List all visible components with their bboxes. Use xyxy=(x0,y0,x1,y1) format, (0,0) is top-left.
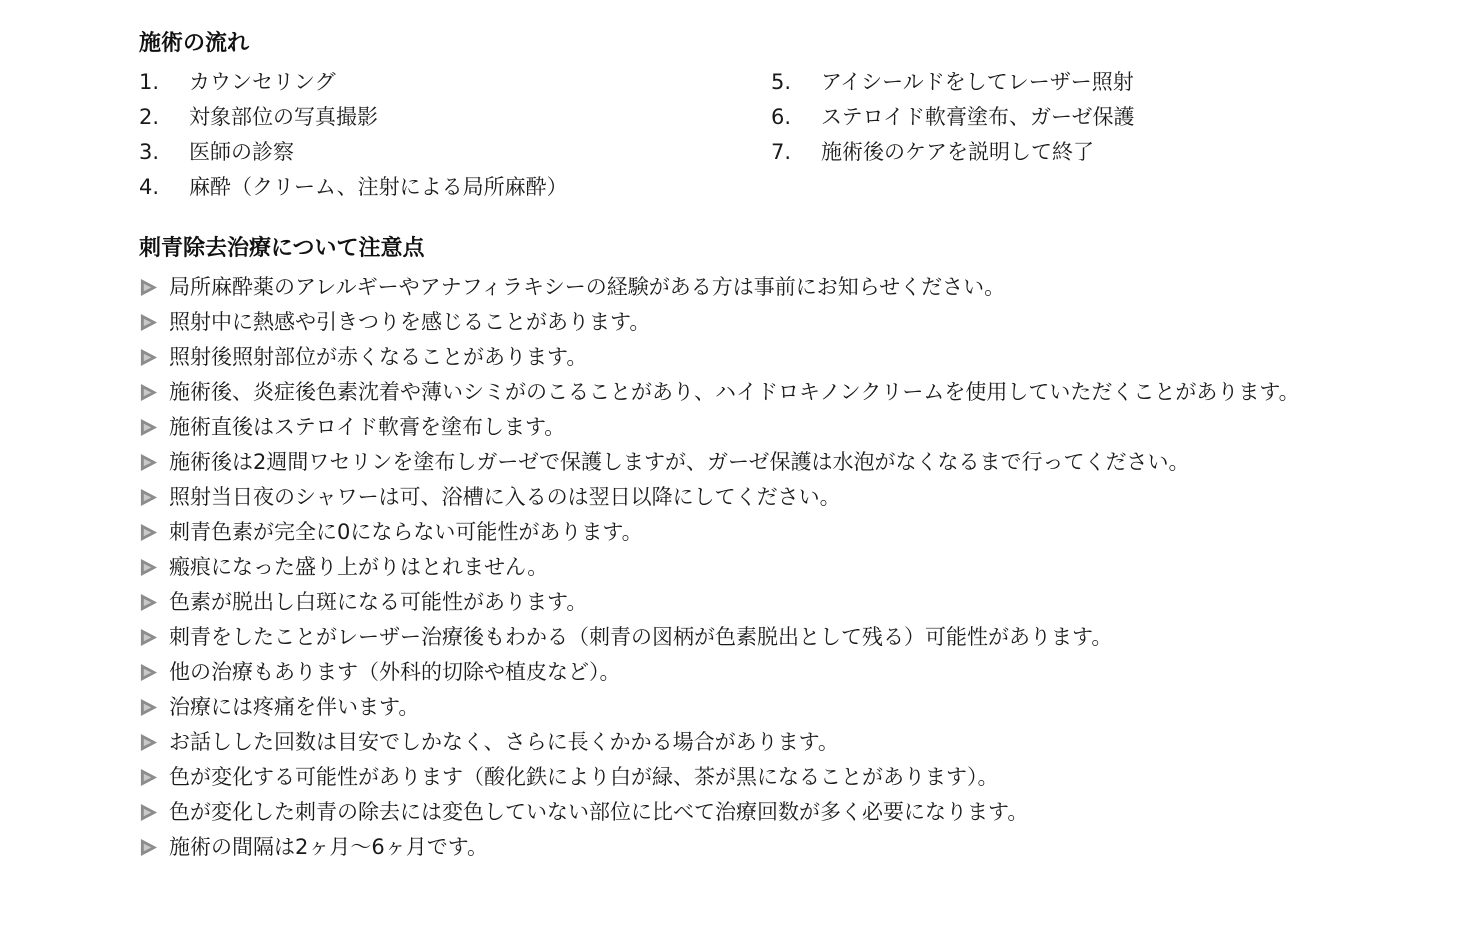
triangle-right-icon xyxy=(139,348,158,367)
flow-step-text: 施術後のケアを説明して終了 xyxy=(821,140,1094,164)
triangle-right-icon xyxy=(139,558,158,577)
note-item xyxy=(139,305,1354,340)
triangle-right-icon xyxy=(139,453,158,472)
note-item xyxy=(139,410,1354,445)
note-text: 照射中に熱感や引きつりを感じることがあります。 xyxy=(169,310,651,334)
flow-steps-right xyxy=(771,65,1135,170)
flow-step-text: アイシールドをしてレーザー照射 xyxy=(821,70,1134,94)
note-text: 照射後照射部位が赤くなることがあります。 xyxy=(169,345,588,369)
flow-step-number: 5. xyxy=(771,70,792,94)
triangle-right-icon xyxy=(139,313,158,332)
triangle-right-icon xyxy=(139,663,158,682)
flow-step-text: 対象部位の写真撮影 xyxy=(189,105,378,129)
note-text: 施術直後はステロイド軟膏を塗布します。 xyxy=(169,415,566,439)
triangle-right-icon xyxy=(139,523,158,542)
note-text: 施術後、炎症後色素沈着や薄いシミがのこることがあり、ハイドロキノンクリームを使用していただくことがあります。 xyxy=(169,380,1300,404)
note-text: 照射当日夜のシャワーは可、浴槽に入るのは翌日以降にしてください。 xyxy=(169,485,841,509)
flow-step-text: ステロイド軟膏塗布、ガーゼ保護 xyxy=(821,105,1135,129)
flow-step xyxy=(139,135,568,170)
flow-step-text: カウンセリング xyxy=(189,70,336,94)
triangle-right-icon xyxy=(139,628,158,647)
flow-step xyxy=(771,65,1135,100)
flow-step-number: 3. xyxy=(139,140,160,164)
note-item xyxy=(139,725,1354,760)
flow-step-number: 7. xyxy=(771,140,792,164)
note-text: 施術の間隔は2ヶ月〜6ヶ月です。 xyxy=(169,835,489,859)
flow-step xyxy=(771,135,1135,170)
triangle-right-icon xyxy=(139,593,158,612)
note-item xyxy=(139,445,1354,480)
note-text: 色が変化した刺青の除去には変色していない部位に比べて治療回数が多く必要になります。 xyxy=(169,800,1029,824)
triangle-right-icon xyxy=(139,418,158,437)
note-text: 治療には疼痛を伴います。 xyxy=(169,695,420,719)
notes-heading: 刺青除去治療について注意点 xyxy=(139,236,425,261)
note-item xyxy=(139,550,1354,585)
note-text: 色素が脱出し白斑になる可能性があります。 xyxy=(169,590,588,614)
flow-step-number: 4. xyxy=(139,175,160,199)
note-text: 他の治療もあります（外科的切除や植皮など）。 xyxy=(169,660,621,684)
note-item xyxy=(139,760,1354,795)
flow-step xyxy=(139,170,568,205)
triangle-right-icon xyxy=(139,383,158,402)
triangle-right-icon xyxy=(139,698,158,717)
note-text: 刺青色素が完全に0にならない可能性があります。 xyxy=(169,520,643,544)
note-item xyxy=(139,585,1354,620)
note-item xyxy=(139,655,1354,690)
triangle-right-icon xyxy=(139,838,158,857)
flow-step xyxy=(139,65,568,100)
note-text: 瘢痕になった盛り上がりはとれません。 xyxy=(169,555,549,579)
note-item xyxy=(139,830,1354,865)
note-item xyxy=(139,480,1354,515)
flow-step-text: 医師の診察 xyxy=(189,140,294,164)
note-text: 刺青をしたことがレーザー治療後もわかる（刺青の図柄が色素脱出として残る）可能性があります。 xyxy=(169,625,1113,649)
triangle-right-icon xyxy=(139,488,158,507)
note-item xyxy=(139,515,1354,550)
flow-step-number: 6. xyxy=(771,105,792,129)
note-text: お話しした回数は目安でしかなく、さらに長くかかる場合があります。 xyxy=(169,730,839,754)
flow-steps-left xyxy=(139,65,568,205)
flow-step-number: 1. xyxy=(139,70,160,94)
triangle-right-icon xyxy=(139,278,158,297)
note-item xyxy=(139,375,1354,410)
note-item xyxy=(139,620,1354,655)
note-text: 施術後は2週間ワセリンを塗布しガーゼで保護しますが、ガーゼ保護は水泡がなくなるまで行ってください。 xyxy=(169,450,1190,474)
flow-step-number: 2. xyxy=(139,105,160,129)
triangle-right-icon xyxy=(139,733,158,752)
note-item xyxy=(139,270,1354,305)
note-text: 色が変化する可能性があります（酸化鉄により白が緑、茶が黒になることがあります）。 xyxy=(169,765,999,789)
flow-step-text: 麻酔（クリーム、注射による局所麻酔） xyxy=(189,175,568,199)
note-item xyxy=(139,795,1354,830)
note-item xyxy=(139,340,1354,375)
notes-list xyxy=(139,270,1354,865)
flow-heading: 施術の流れ xyxy=(139,31,250,56)
flow-step xyxy=(771,100,1135,135)
note-text: 局所麻酔薬のアレルギーやアナフィラキシーの経験がある方は事前にお知らせください。 xyxy=(169,275,1006,299)
triangle-right-icon xyxy=(139,803,158,822)
triangle-right-icon xyxy=(139,768,158,787)
flow-step xyxy=(139,100,568,135)
note-item xyxy=(139,690,1354,725)
